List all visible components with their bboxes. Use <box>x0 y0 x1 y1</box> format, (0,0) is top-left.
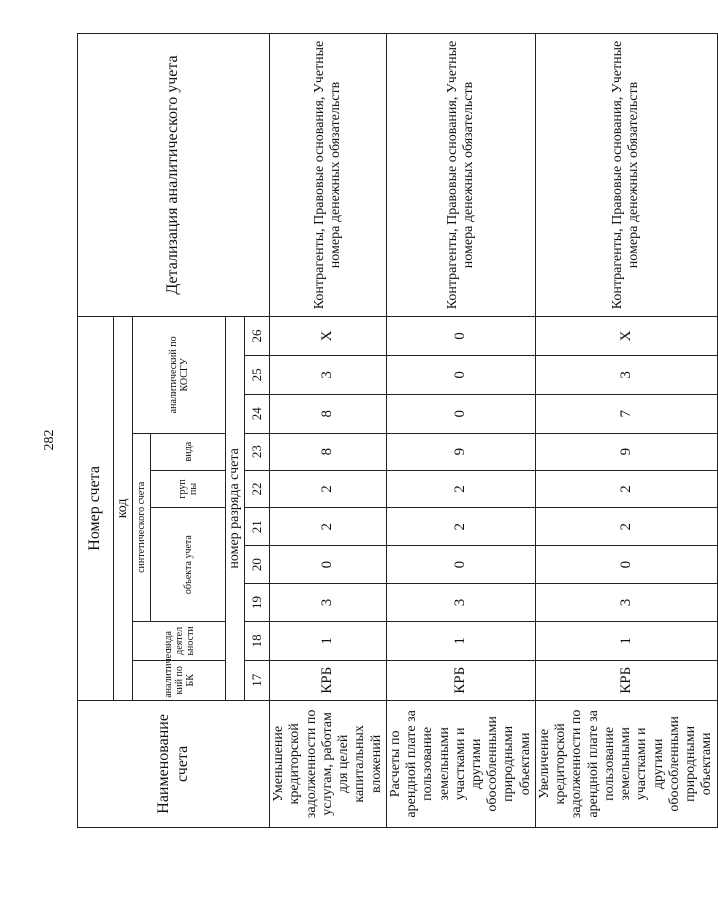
row-value: 3 <box>535 584 717 622</box>
digit-label: 18 <box>245 621 270 660</box>
row-value: 0 <box>386 355 535 394</box>
row-value: 7 <box>535 394 717 433</box>
row-value: 8 <box>270 394 387 433</box>
row-value: 3 <box>535 355 717 394</box>
row-value: 3 <box>386 584 535 622</box>
kind-header: вида <box>151 433 226 470</box>
row-value: 0 <box>386 546 535 584</box>
digit-label: 20 <box>245 546 270 584</box>
row-value: 9 <box>386 433 535 470</box>
row-value: 3 <box>270 355 387 394</box>
account-name-header: Наименование счета <box>78 700 270 827</box>
row-value: 3 <box>270 584 387 622</box>
row-value: КРБ <box>386 660 535 700</box>
synthetic-header: синтетического счета <box>133 433 151 621</box>
row-value: 2 <box>386 508 535 546</box>
row-value: 2 <box>535 470 717 508</box>
table-row <box>270 34 387 828</box>
row-value: 0 <box>270 546 387 584</box>
row-value: 1 <box>535 621 717 660</box>
table-row <box>535 34 717 828</box>
row-value: КРБ <box>270 660 387 700</box>
row-value: 2 <box>270 470 387 508</box>
accounting-object-header: объекта учета <box>151 508 226 622</box>
row-value: 2 <box>270 508 387 546</box>
page-number: 282 <box>42 429 57 451</box>
row-value: 8 <box>270 433 387 470</box>
digit-label: 23 <box>245 433 270 470</box>
digit-number-header: номер разряда счета <box>226 317 245 701</box>
row-detail: Контрагенты, Правовые основания, Учетные номера денежных обязательств <box>386 34 535 317</box>
rotated-table-page <box>77 33 715 828</box>
row-value: 1 <box>386 621 535 660</box>
group-header: груп пы <box>151 470 226 508</box>
digit-label: 25 <box>245 355 270 394</box>
digit-label: 19 <box>245 584 270 622</box>
accounts-table <box>77 33 718 828</box>
analytic-bk-header: аналитичес кий по БК <box>133 660 226 700</box>
row-value: 0 <box>386 317 535 356</box>
row-value: 0 <box>386 394 535 433</box>
row-detail: Контрагенты, Правовые основания, Учетные номера денежных обязательств <box>270 34 387 317</box>
table-row <box>386 34 535 828</box>
row-name: Увеличение кредиторской задолженности по арендной плате за пользование земельными участками и другими обособленными природными объектами <box>535 700 717 827</box>
detail-header: Детализация аналитического учета <box>78 34 270 317</box>
activity-type-header: вида деятел ьности <box>133 621 226 660</box>
row-value: X <box>535 317 717 356</box>
digit-label: 22 <box>245 470 270 508</box>
digit-label: 24 <box>245 394 270 433</box>
row-name: Уменьшение кредиторской задолженности по услугам, работам для целей капитальных вложений <box>270 700 387 827</box>
row-value: 1 <box>270 621 387 660</box>
digit-label: 26 <box>245 317 270 356</box>
row-detail: Контрагенты, Правовые основания, Учетные номера денежных обязательств <box>535 34 717 317</box>
row-name: Расчеты по арендной плате за пользование земельными участками и другими обособленными природными объектами <box>386 700 535 827</box>
row-value: 2 <box>535 508 717 546</box>
digit-label: 21 <box>245 508 270 546</box>
row-value: 2 <box>386 470 535 508</box>
row-value: 9 <box>535 433 717 470</box>
row-value: 0 <box>535 546 717 584</box>
row-value: КРБ <box>535 660 717 700</box>
digit-label: 17 <box>245 660 270 700</box>
account-number-header: Номер счета <box>78 317 114 701</box>
code-header: код <box>114 317 133 701</box>
analytic-kosgu-header: аналитический по КОСГУ <box>133 317 226 434</box>
row-value: X <box>270 317 387 356</box>
